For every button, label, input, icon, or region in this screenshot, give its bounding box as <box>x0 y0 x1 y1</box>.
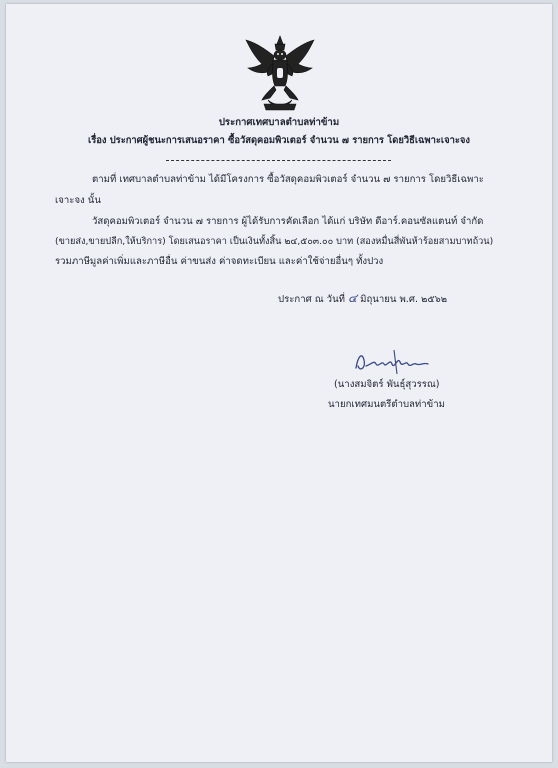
signatory-title: นายกเทศมนตรีตำบลท่าข้าม <box>328 399 445 410</box>
divider-line <box>166 160 391 161</box>
garuda-emblem <box>244 34 316 112</box>
signature <box>350 346 432 378</box>
document-page <box>6 4 552 762</box>
document-subject: เรื่อง ประกาศผู้ชนะการเสนอราคา ซื้อวัสดุคอมพิวเตอร์ จำนวน ๗ รายการ โดยวิธีเฉพาะเจาะจง <box>88 135 470 146</box>
signatory-name: (นางสมจิตร์ พันธุ์สุวรรณ) <box>334 379 440 390</box>
body-line-2: เจาะจง นั้น <box>55 195 101 206</box>
date-day: ๔ <box>348 291 358 305</box>
body-line-4: (ขายส่ง,ขายปลีก,ให้บริการ) โดยเสนอราคา เป็นเงินทั้งสิ้น ๒๔,๕๐๓.๐๐ บาท (สองหมื่นสี่พันห้าร้อยสามบาทถ้วน) <box>55 236 494 247</box>
body-line-5: รวมภาษีมูลค่าเพิ่มและภาษีอื่น ค่าขนส่ง ค่าจดทะเบียน และค่าใช้จ่ายอื่นๆ ทั้งปวง <box>55 256 384 267</box>
body-line-3: วัสดุคอมพิวเตอร์ จำนวน ๗ รายการ ผู้ได้รับการคัดเลือก ได้แก่ บริษัท ดีอาร์.คอนซัลแตนท์ จำกัด <box>92 216 484 227</box>
date-prefix: ประกาศ ณ วันที่ <box>278 294 345 305</box>
document-title: ประกาศเทศบาลตำบลท่าข้าม <box>218 117 340 128</box>
date-suffix: มิถุนายน พ.ศ. ๒๕๖๒ <box>360 294 448 305</box>
announcement-date <box>278 291 447 307</box>
body-line-1: ตามที่ เทศบาลตำบลท่าข้าม ได้มีโครงการ ซื้อวัสดุคอมพิวเตอร์ จำนวน ๗ รายการ โดยวิธีเฉพาะ <box>92 174 484 185</box>
